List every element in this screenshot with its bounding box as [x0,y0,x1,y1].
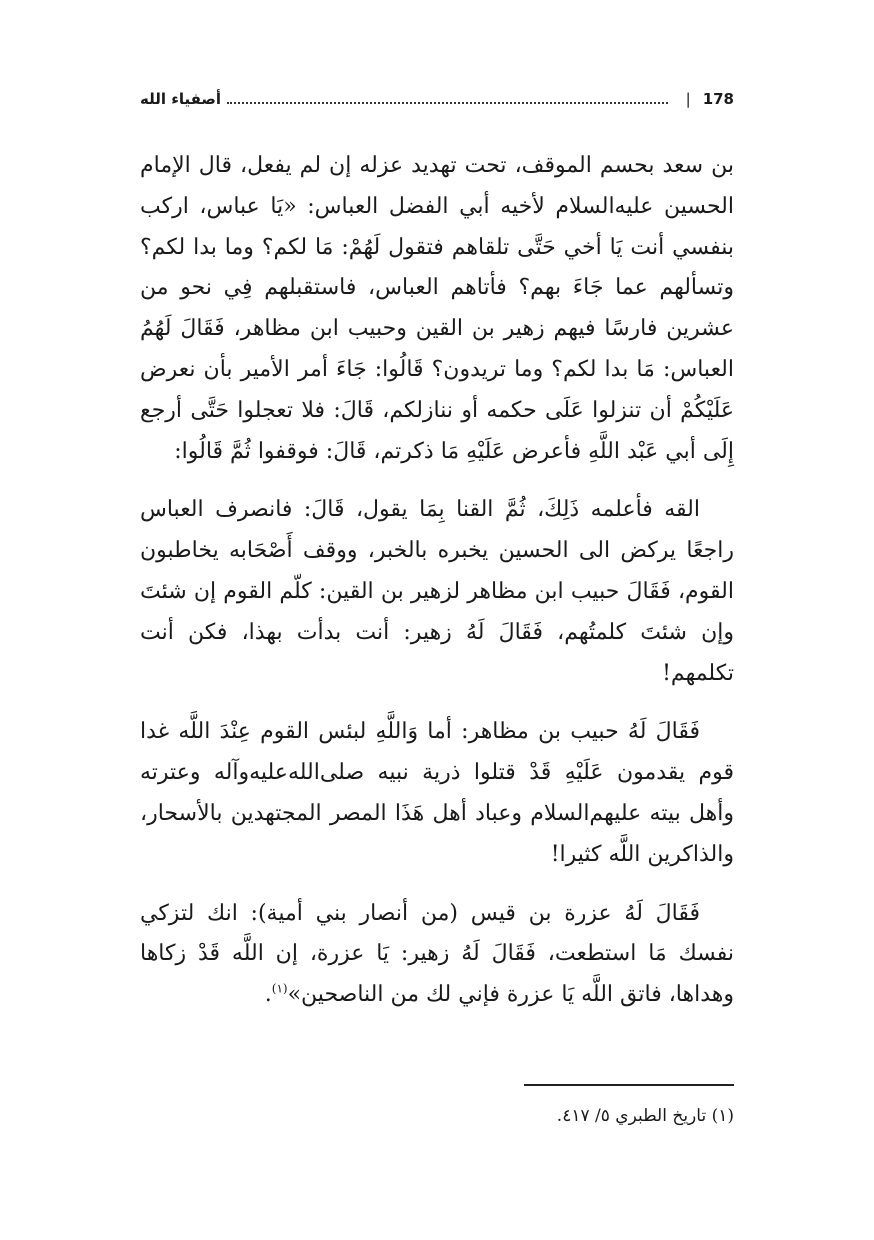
paragraph-4-text: فَقَالَ لَهُ عزرة بن قيس (من أنصار بني أمية): انك لتزكي نفسك مَا استطعت، فَقَالَ لَهُ زهير: يَا عزرة، إن اللَّه قَدْ زكاها وهداها، فاتق اللَّه يَا عزرة فإني لك من الناصحين» [140,900,734,1008]
paragraph-1: بن سعد بحسم الموقف، تحت تهديد عزله إن لم يفعل، قال الإمام الحسين عليه‌السلام لأخيه أبي الفضل العباس: «يَا عباس، اركب بنفسي أنت يَا أخي حَتَّى تلقاهم فتقول لَهُمْ: مَا لكم؟ وما بدا لكم؟ وتسألهم عما جَاءَ بهم؟ فأتاهم العباس، فاستقبلهم فِي نحو من عشرين فارسًا فيهم زهير بن القين وحبيب ابن مظاهر، فَقَالَ لَهُمُ العباس: مَا بدا لكم؟ وما تريدون؟ قَالُوا: جَاءَ أمر الأمير بأن نعرض عَلَيْكُمْ أن تنزلوا عَلَى حكمه أو ننازلكم، قَالَ: فلا تعجلوا حَتَّى أرجع إِلَى أبي عَبْد اللَّهِ فأعرض عَلَيْهِ مَا ذكرتم، قَالَ: فوقفوا ثُمَّ قَالُوا: [140,153,734,464]
footnote-reference: (١) [271,981,288,996]
page-body [140,146,734,1016]
book-title: أصفياء الله [140,90,222,108]
paragraph-4 [140,894,734,1016]
paragraph-3: فَقَالَ لَهُ حبيب بن مظاهر: أما وَاللَّهِ لبئس القوم عِنْدَ اللَّه غدا قوم يقدمون عَلَيْهِ قَدْ قتلوا ذرية نبيه صلى‌الله‌عليه‌وآله وعترته وأهل بيته عليهم‌السلام وعباد أهل هَذَا المصر المجتهدين بالأسحار، والذاكرين اللَّه كثيرا! [140,719,734,867]
footnote: (١) تاريخ الطبري ٥/ ٤١٧. [556,1106,734,1126]
page-number: 178 [702,90,734,108]
paragraph-2: القه فأعلمه ذَلِكَ، ثُمَّ القنا بِمَا يقول، قَالَ: فانصرف العباس راجعًا يركض الى الحسين يخبره بالخبر، ووقف أَصْحَابه يخاطبون القوم، فَقَالَ حبيب ابن مظاهر لزهير بن القين: كلّم القوم إن شئتَ وإن شئتَ كلمتُهم، فَقَالَ لَهُ زهير: أنت بدأت بهذا، فكن أنت تكلمهم! [140,497,734,686]
page-header [140,84,734,114]
header-dotted-leader [227,102,668,104]
paragraph-4-period: . [264,982,272,1008]
footnote-divider [524,1084,734,1086]
header-separator: | [685,90,691,108]
